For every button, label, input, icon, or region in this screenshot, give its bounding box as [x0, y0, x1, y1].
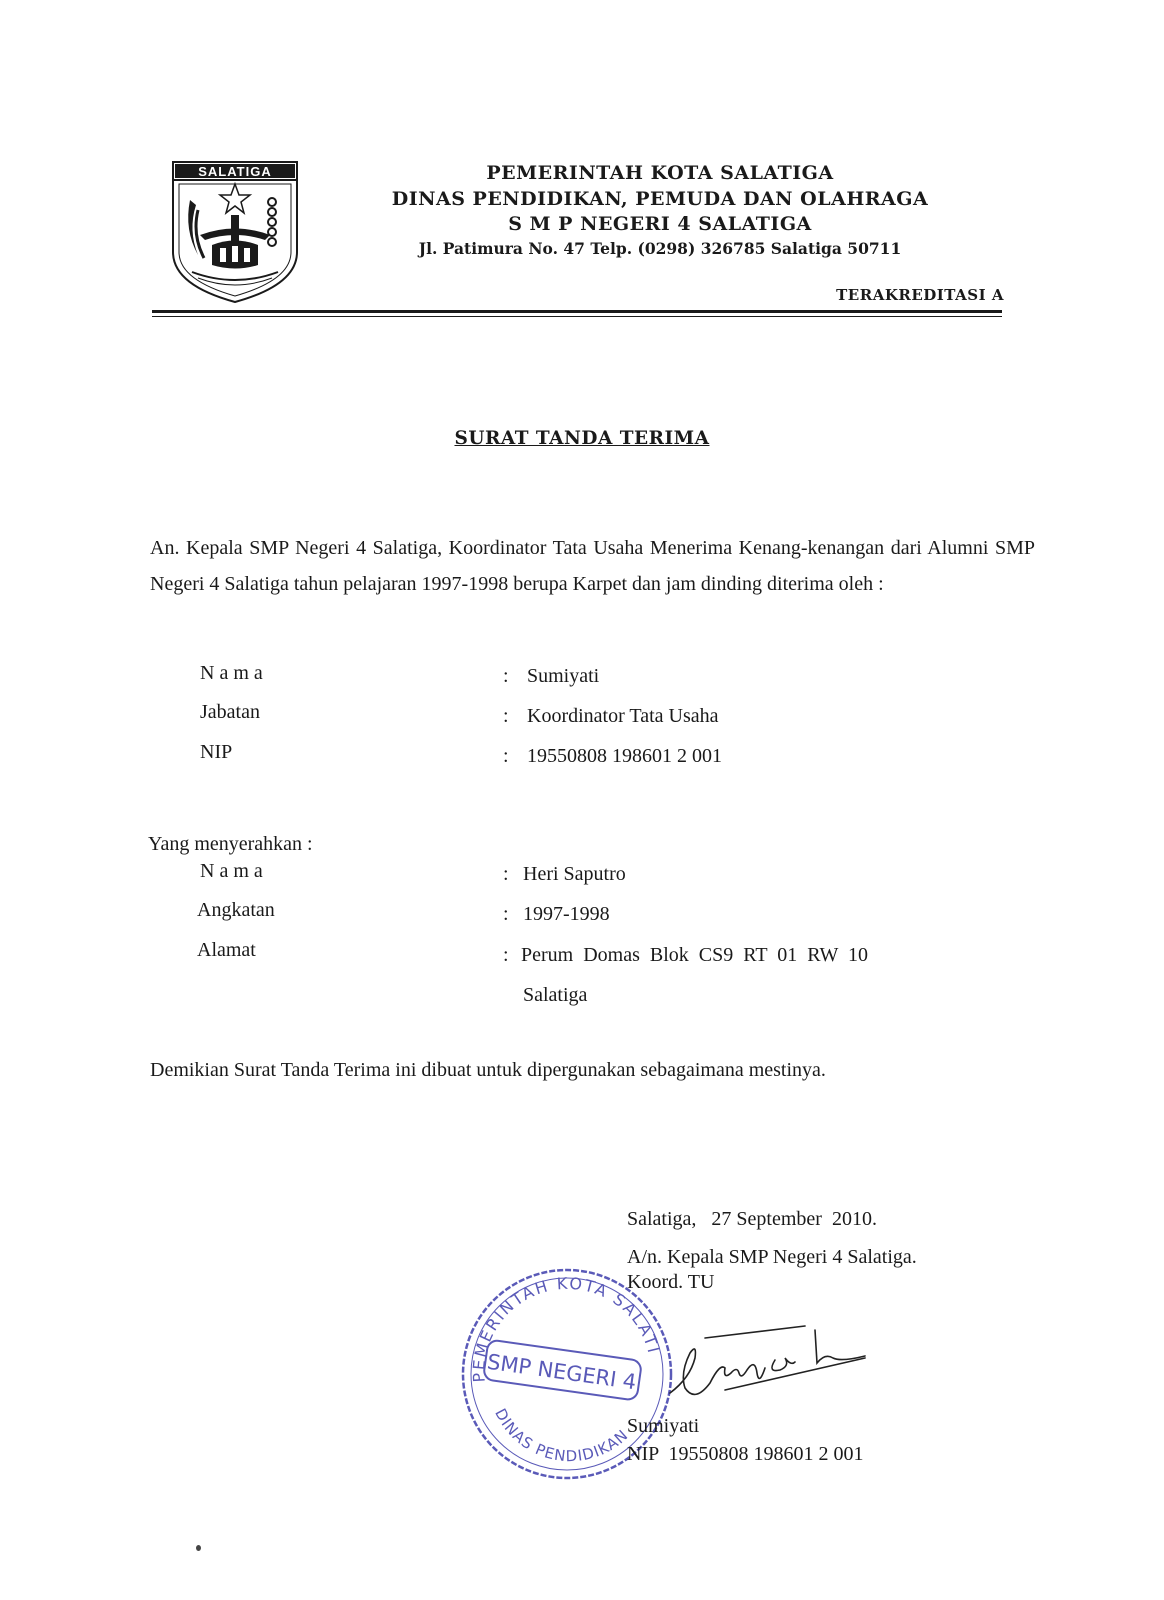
letterhead-school: S M P NEGERI 4 SALATIGA	[508, 213, 812, 235]
svg-text:DINAS PENDIDIKAN	[491, 1405, 632, 1465]
city-emblem-logo	[170, 160, 300, 305]
signer-name: Sumiyati	[627, 1415, 700, 1437]
giver-address-label: Alamat	[197, 939, 256, 961]
on-behalf-line: A/n. Kepala SMP Negeri 4 Salatiga.	[627, 1246, 917, 1268]
header-divider-thick	[152, 310, 1002, 313]
giver-address-line1: Perum Domas Blok CS9 RT 01 RW 10	[521, 944, 868, 966]
giver-heading: Yang menyerahkan :	[148, 833, 313, 855]
letterhead-department: DINAS PENDIDIKAN, PEMUDA DAN OLAHRAGA	[391, 188, 929, 210]
header-divider-thin	[152, 316, 1002, 317]
letterhead-address: Jl. Patimura No. 47 Telp. (0298) 326785 Salatiga 50711	[418, 239, 902, 258]
giver-name: Heri Saputro	[523, 863, 626, 885]
colon: :	[503, 745, 509, 767]
giver-batch: 1997-1998	[523, 903, 610, 925]
scan-speck	[196, 1545, 201, 1551]
letterhead-government: PEMERINTAH KOTA SALATIGA	[486, 162, 834, 184]
receiver-name-label: N a m a	[200, 662, 263, 684]
stamp-outer-bottom-text: DINAS PENDIDIKAN	[491, 1405, 632, 1466]
stamp-outer-top-text: PEMERINTAH KOTA SALATI	[469, 1273, 664, 1383]
colon: :	[503, 665, 509, 687]
accreditation-label: TERAKREDITASI A	[836, 286, 1004, 304]
giver-batch-label: Angkatan	[197, 899, 275, 921]
receiver-name: Sumiyati	[527, 665, 600, 687]
colon: :	[503, 944, 509, 966]
giver-name-label: N a m a	[200, 860, 263, 882]
colon: :	[503, 863, 509, 885]
signer-role: Koord. TU	[627, 1271, 715, 1293]
intro-paragraph: An. Kepala SMP Negeri 4 Salatiga, Koordinator Tata Usaha Menerima Kenang-kenangan dari Alumni SMP Negeri 4 Salatiga tahun pelajaran 1997-1998 berupa Karpet dan jam dinding diterima oleh :	[150, 537, 1035, 595]
receiver-position: Koordinator Tata Usaha	[527, 705, 719, 727]
closing-paragraph: Demikian Surat Tanda Terima ini dibuat untuk dipergunakan sebagaimana mestinya.	[150, 1059, 826, 1081]
logo-lettering: SALATIGA	[198, 164, 272, 179]
receiver-nip-label: NIP	[200, 741, 233, 763]
giver-address-line2: Salatiga	[523, 984, 588, 1006]
colon: :	[503, 705, 509, 727]
handwritten-signature	[665, 1318, 880, 1408]
signer-nip: NIP 19550808 198601 2 001	[627, 1443, 864, 1465]
document-title: SURAT TANDA TERIMA	[454, 428, 710, 449]
colon: :	[503, 903, 509, 925]
receiver-nip: 19550808 198601 2 001	[527, 745, 722, 767]
place-and-date: Salatiga, 27 September 2010.	[627, 1208, 877, 1230]
stamp-center-text: SMP NEGERI 4	[485, 1349, 638, 1395]
receiver-position-label: Jabatan	[200, 701, 260, 723]
